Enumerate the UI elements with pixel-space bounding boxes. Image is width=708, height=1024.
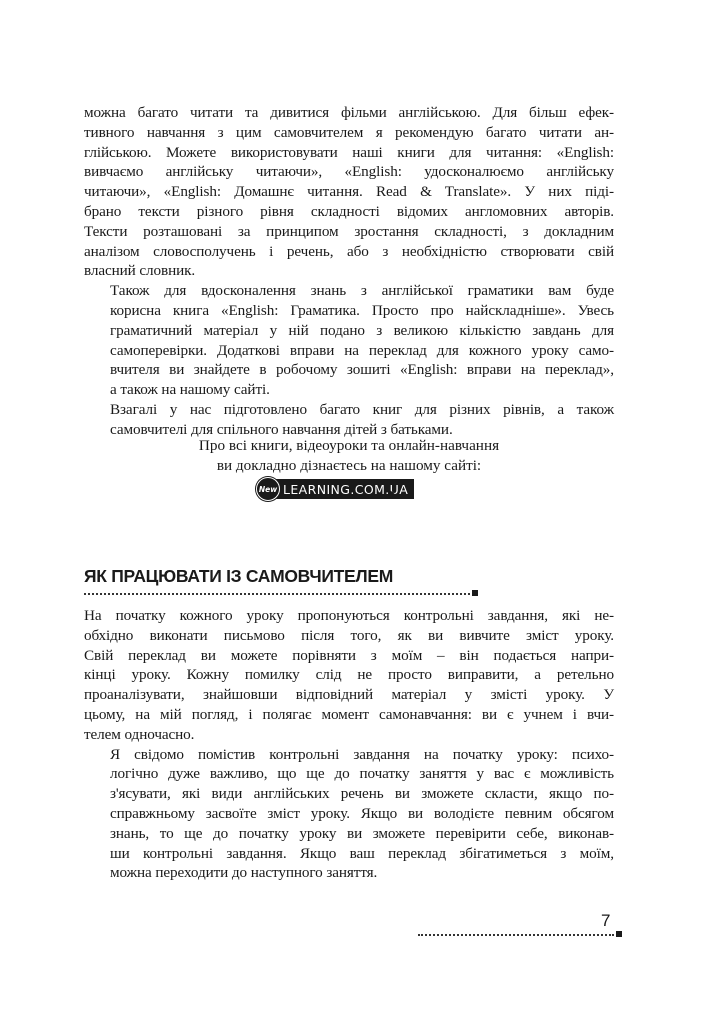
text-line: тивного навчання з цим самовчителем я рекомендую багато читати ан- xyxy=(84,123,614,141)
text-line: власний словник. xyxy=(84,262,196,280)
footer-rule-square xyxy=(616,931,622,937)
text-line: вчителя ви знайдете в робочому зошиті «English: вправи на переклад», xyxy=(110,361,614,379)
text-line: Тексти розташовані за принципом зростання складності, з докладним xyxy=(84,222,614,240)
text-line: Взагалі у нас підготовлено багато книг для різних рівнів, а також xyxy=(110,400,614,418)
text-line: Також для вдосконалення знань з англійської граматики вам буде xyxy=(110,282,614,300)
site-logo[interactable] xyxy=(256,477,414,501)
body-text-bottom xyxy=(84,606,614,883)
text-line: глійською. Можете використовувати наші книги для читання: «English: xyxy=(84,143,614,161)
footer-dotted-rule xyxy=(418,934,614,936)
text-line: Свій переклад ви можете порівняти з моїм – він подається напри- xyxy=(84,646,614,664)
text-line: з'ясувати, які види англійських речень ви зможете скласти, якщо по- xyxy=(110,785,614,803)
text-line: справжньому засвоїте зміст уроку. Якщо ви володієте певним обсягом xyxy=(110,804,614,822)
logo-text-domain: .COM.UA xyxy=(350,481,409,497)
text-line: проаналізувати, знайшовши відповідний матеріал у змісті уроку. У xyxy=(84,686,614,704)
promo-line-1: Про всі книги, відеоуроки та онлайн-навчання xyxy=(198,437,500,454)
paragraph-control-tasks xyxy=(84,606,614,745)
text-line: самовчителі для спільного навчання дітей з батьками. xyxy=(110,420,453,438)
paragraph-reading xyxy=(84,103,614,281)
text-line: знань, то ще до початку уроку ви зможете перевірити себе, виконав- xyxy=(110,824,614,842)
text-line: корисна книга «English: Граматика. Просто про найскладніше». Увесь xyxy=(110,301,614,319)
text-line: вивчаємо англійську читаючи», «English: удосконалюємо англійську xyxy=(84,163,614,181)
body-text-top xyxy=(84,103,614,440)
text-line: граматичний матеріал у ній подано з великою кількістю завдань для xyxy=(110,321,614,339)
text-line: Я свідомо помістив контрольні завдання на початку уроку: психо- xyxy=(110,745,614,763)
new-badge-icon: New xyxy=(256,477,280,501)
text-line: телем одночасно. xyxy=(84,725,195,743)
paragraph-grammar xyxy=(84,281,614,400)
paragraph-psychology xyxy=(84,745,614,884)
text-line: аналізом словосполучень і речень, або з необхідністю створювати свій xyxy=(84,242,614,260)
paragraph-books xyxy=(84,400,614,440)
heading-dotted-rule xyxy=(84,593,470,595)
text-line: можна багато читати та дивитися фільми англійською. Для більш ефек- xyxy=(84,104,614,121)
text-line: цьому, на мій погляд, і полягає момент самонавчання: ви є учнем і вчи- xyxy=(84,705,614,723)
promo-text xyxy=(84,436,614,476)
logo-text-bar xyxy=(274,479,414,499)
promo-line-2: ви докладно дізнаєтесь на нашому сайті: xyxy=(216,456,482,474)
text-line: ши контрольні завдання. Якщо ваш переклад збігатиметься з моїм, xyxy=(110,844,614,862)
text-line: обхідно виконати письмово після того, як ви вивчите зміст уроку. xyxy=(84,626,614,644)
text-line: На початку кожного уроку пропонуються контрольні завдання, які не- xyxy=(84,607,614,624)
text-line: кінці уроку. Кожну помилку слід не просто виправити, а ретельно xyxy=(84,666,614,684)
page-number: 7 xyxy=(601,911,611,930)
text-line: читаючи», «English: Домашнє читання. Read & Translate». У них піді- xyxy=(84,183,614,201)
text-line: брано тексти різного рівня складності відомих англомовних авторів. xyxy=(84,202,614,220)
section-heading: ЯК ПРАЦЮВАТИ ІЗ САМОВЧИТЕЛЕМ xyxy=(84,566,394,586)
text-line: логічно дуже важливо, що ще до початку заняття у вас є можливість xyxy=(110,765,614,783)
text-line: можна переходити до наступного заняття. xyxy=(110,864,378,882)
text-line: а також на нашому сайті. xyxy=(110,381,270,399)
text-line: самоперевірки. Додаткові вправи на переклад для кожного уроку само- xyxy=(110,341,614,359)
heading-rule-square xyxy=(472,590,478,596)
logo-text-learning: LEARNING xyxy=(283,481,351,497)
